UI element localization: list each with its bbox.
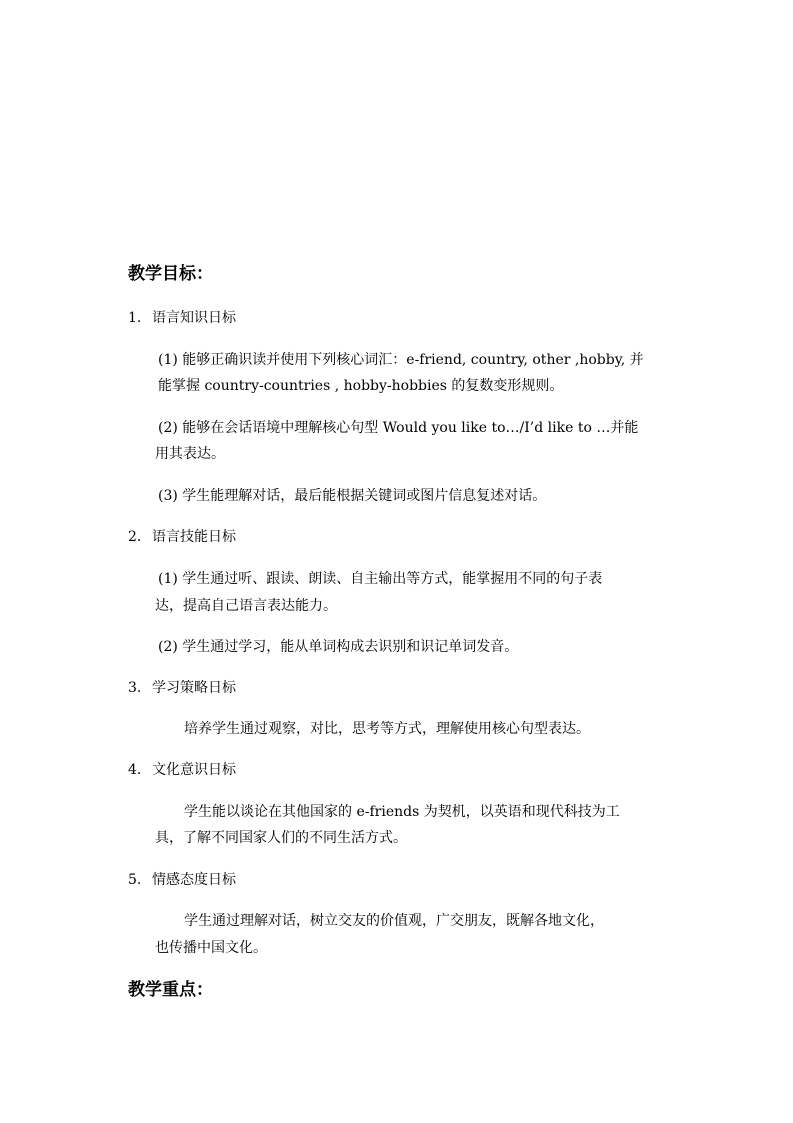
section-5-label: 情感态度日标 [152,872,236,888]
section-2-item-1-line-2: 达，提高自己语言表达能力。 [155,598,337,614]
section-4-item-1-line-2: 具，了解不同国家人们的不同生活方式。 [155,830,407,846]
section-5-item-1-line-1: 学生通过理解对话，树立交友的价值观，广交朋友，既解各地文化， [184,913,604,929]
section-4-label: 文化意识日标 [152,762,236,778]
heading-teaching-key-points: 教学重点： [128,980,213,1000]
section-5-title [128,871,236,889]
section-1-number: 1. [128,310,142,326]
section-2-number: 2. [128,529,142,545]
section-4-item-1-line-1: 学生能以谈论在其他国家的 e-friends 为契机，以英语和现代科技为工 [184,804,620,820]
section-4-title [128,761,236,779]
section-3-number: 3. [128,680,142,696]
heading-teaching-goals: 教学目标： [128,264,213,284]
section-1-item-1-line-1: (1) 能够正确识读并使用下列核心词汇：e-friend, country, other ,hobby, 并 [158,352,644,368]
section-2-item-1-line-1: (1) 学生通过听、跟读、朗读、自主输出等方式，能掌握用不同的句子表 [158,571,603,587]
section-1-label: 语言知识日标 [152,310,236,326]
section-2-item-2-line-1: (2) 学生通过学习，能从单词构成去识别和识记单词发音。 [158,639,519,655]
section-2-label: 语言技能日标 [152,529,236,545]
section-1-item-3-line-1: (3) 学生能理解对话，最后能根据关键词或图片信息复述对话。 [158,488,547,504]
section-3-label: 学习策略日标 [152,680,236,696]
section-1-item-2-line-2: 用其表达。 [155,446,225,462]
section-4-number: 4. [128,762,142,778]
section-3-item-1-line-1: 培养学生通过观察，对比，思考等方式，理解使用核心句型表达。 [184,721,590,737]
section-2-title [128,528,236,546]
section-1-item-2-line-1: (2) 能够在会话语境中理解核心句型 Would you like to…/I’d like to …并能 [158,420,639,436]
section-1-title [128,309,236,327]
section-5-item-1-line-2: 也传播中国文化。 [155,940,267,956]
section-3-title [128,679,236,697]
section-1-item-1-line-2: 能掌握 country-countries , hobby-hobbies 的复数变形规则。 [158,378,564,394]
section-5-number: 5. [128,872,142,888]
